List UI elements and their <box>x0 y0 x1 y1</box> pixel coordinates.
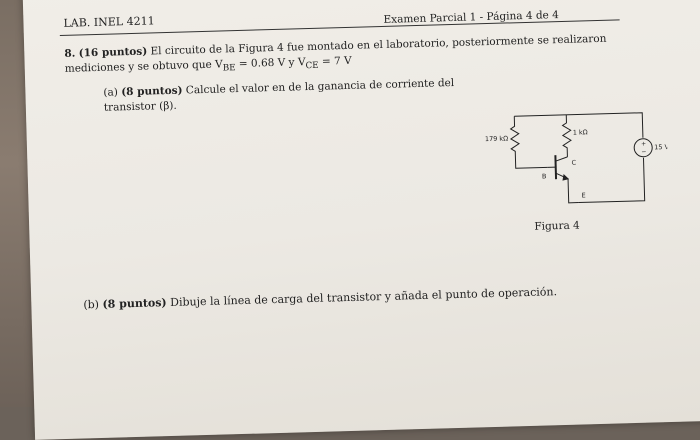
transistor-emitter-lead <box>556 173 579 204</box>
figure-caption: Figura 4 <box>534 220 580 233</box>
exam-page <box>22 0 700 440</box>
vbe-value: = 0.68 V y V <box>235 56 305 70</box>
question-text: El circuito de la Figura 4 fue montado en el laboratorio, posteriormente se realizaron mediciones y se obtuvo que V <box>65 33 607 75</box>
course-header: LAB. INEL 4211 <box>63 14 154 30</box>
part-a-label: (a) <box>103 86 118 98</box>
base-resistor-label: 179 kΩ <box>485 134 508 143</box>
part-b-text: Dibuje la línea de carga del transistor y añada el punto de operación. <box>170 285 557 309</box>
question-points: (16 puntos) <box>78 46 147 60</box>
emitter-arrow <box>563 175 568 180</box>
top-rail-wire <box>514 113 643 142</box>
question-8 <box>64 31 625 81</box>
page-header: Examen Parcial 1 - Página 4 de 4 <box>383 9 559 26</box>
base-resistor <box>510 115 547 168</box>
question-number: 8. <box>64 48 75 60</box>
source-plus-sign: + <box>641 141 646 148</box>
part-a-text: Calcule el valor en de la ganancia de corriente del transistor (β). <box>104 77 455 114</box>
part-b-points: (8 puntos) <box>102 296 167 311</box>
source-minus-sign: − <box>641 149 646 156</box>
part-b-label: (b) <box>83 298 99 311</box>
bottom-rail-wire <box>578 158 645 203</box>
part-b <box>83 285 557 311</box>
transistor-collector-lead <box>555 157 567 161</box>
node-e-label: E <box>581 191 585 199</box>
vce-subscript: CE <box>305 61 318 71</box>
node-c-label: C <box>571 159 576 167</box>
circuit-figure <box>446 102 669 218</box>
vce-value: = 7 V <box>318 55 351 68</box>
collector-resistor <box>562 115 571 157</box>
collector-resistor-label: 1 kΩ <box>573 128 588 136</box>
part-a <box>103 75 484 116</box>
vbe-subscript: BE <box>223 63 236 73</box>
source-label: 15 V <box>654 143 669 151</box>
node-b-label: B <box>542 172 547 180</box>
part-a-points: (8 puntos) <box>121 85 183 99</box>
